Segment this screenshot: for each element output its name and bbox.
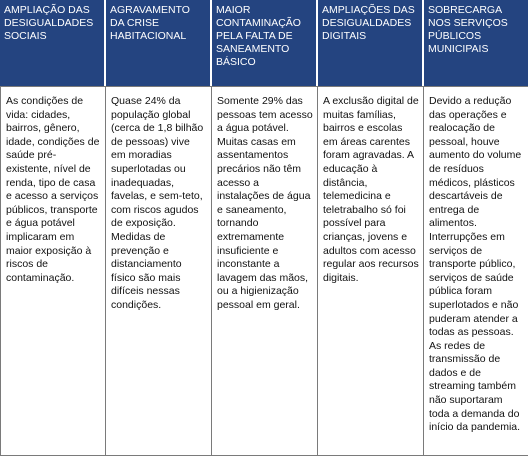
column-body-public-services: Devido a redução das operações e realocação de pessoal, houve aumento do volume de resíduos médicos, plásticos descartáveis de entrega de alimentos. Interrupções em serviços de transporte público, serviços de saúde pública foram superlotados e não puderam atender a todas as pessoas. As redes de transmissão de dados e de streaming também não suportaram toda a demanda do início da pandemia. [424, 86, 528, 456]
column-header-sanitation: MAIOR CONTAMINAÇÃO PELA FALTA DE SANEAMENTO BÁSICO [212, 0, 318, 86]
column-body-housing-crisis: Quase 24% da população global (cerca de 1,8 bilhão de pessoas) vive em moradias superlotadas ou inadequadas, favelas, e sem-teto, com riscos agudos de exposição. Medidas de prevenção e distanciamento físico são mais difíceis nessas condições. [106, 86, 212, 456]
column-header-social-inequality: AMPLIAÇÃO DAS DESIGUALDADES SOCIAIS [0, 0, 106, 86]
column-body-social-inequality: As condições de vida: cidades, bairros, gênero, idade, condições de saúde pré-existente, nível de renda, tipo de casa e acesso a serviços públicos, transporte e água potável implicaram em maior exposição à riscos de contaminação. [0, 86, 106, 456]
column-header-public-services: SOBRECARGA NOS SERVIÇOS PÚBLICOS MUNICIPAIS [424, 0, 528, 86]
column-header-housing-crisis: AGRAVAMENTO DA CRISE HABITACIONAL [106, 0, 212, 86]
column-body-sanitation: Somente 29% das pessoas tem acesso a água potável. Muitas casas em assentamentos precários não têm acesso a instalações de água e saneamento, tornando extremamente insuficiente e inconstante a lavagem das mãos, ou a higienização pessoal em geral. [212, 86, 318, 456]
column-body-digital-inequality: A exclusão digital de muitas famílias, bairros e escolas em áreas carentes foram agravadas. A educação à distância, telemedicina e teletrabalho só foi possível para crianças, jovens e adultos com acesso regular aos recursos digitais. [318, 86, 424, 456]
column-header-digital-inequality: AMPLIAÇÕES DAS DESIGUALDADES DIGITAIS [318, 0, 424, 86]
